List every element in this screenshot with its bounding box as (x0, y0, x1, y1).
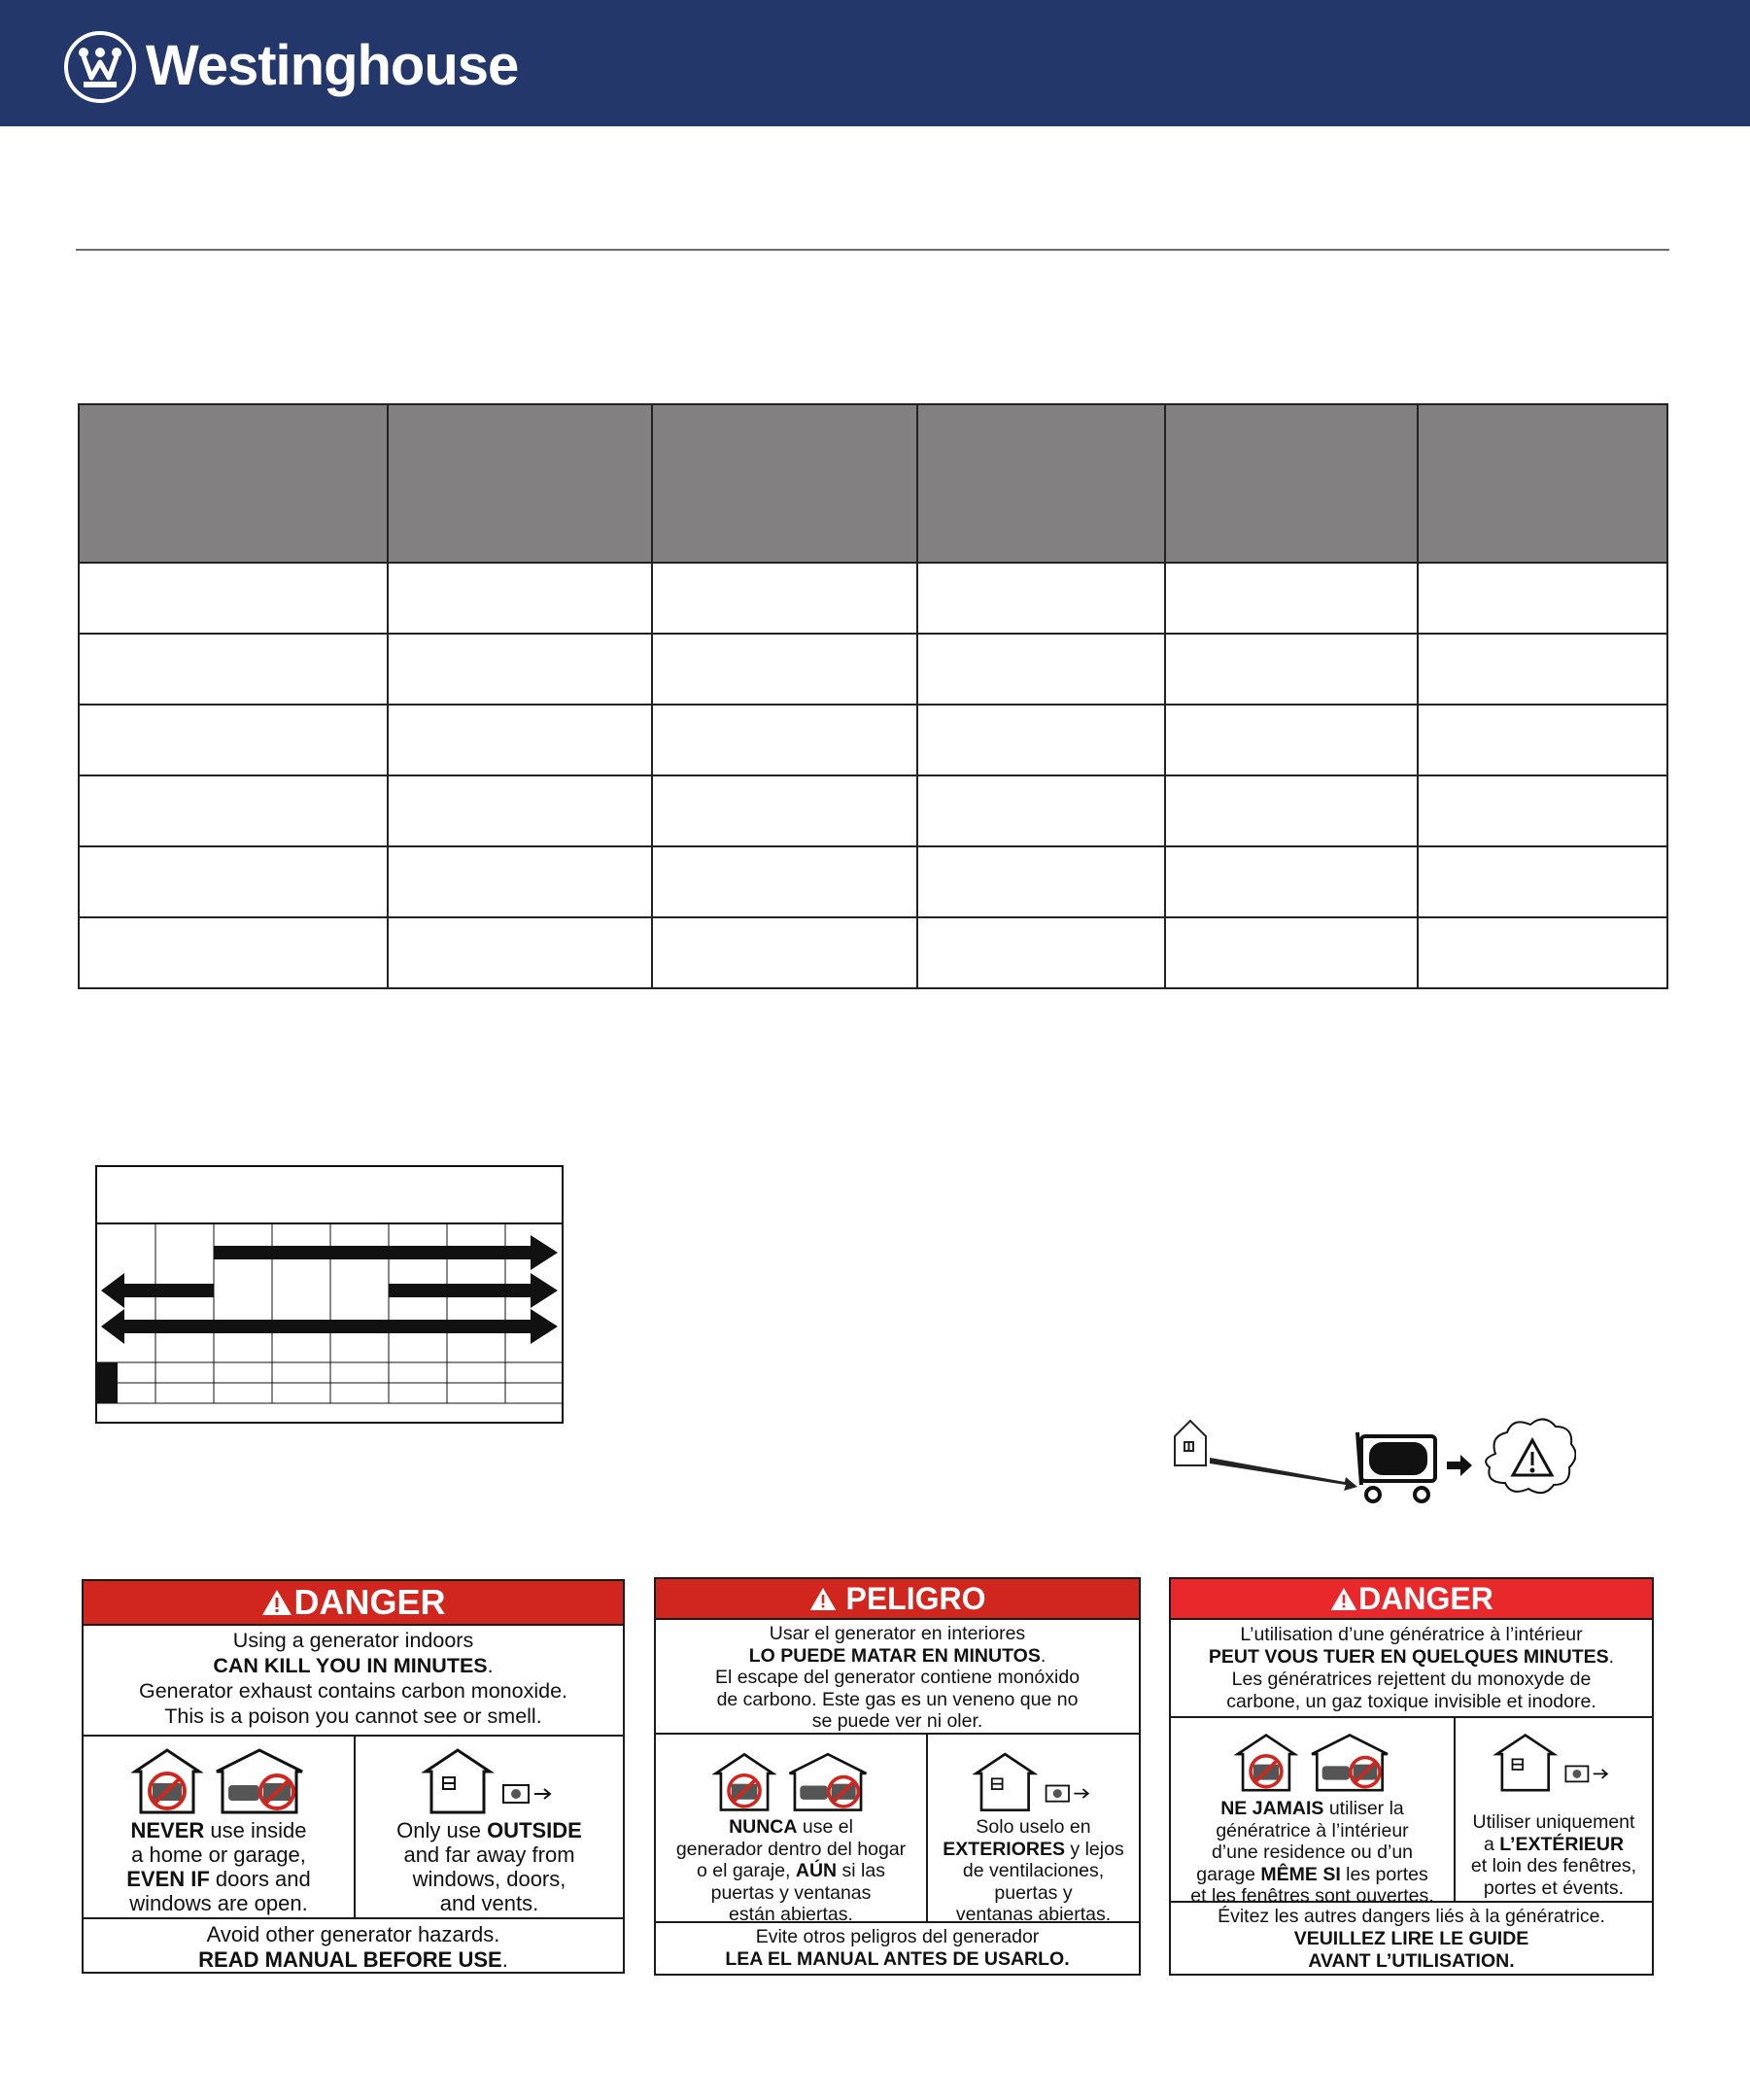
no-generator-in-house-icon (712, 1750, 776, 1812)
table-cell (652, 775, 917, 846)
table-cell (1165, 634, 1419, 705)
no-generator-in-house-icon (131, 1746, 203, 1814)
label-header (656, 1579, 1139, 1620)
brand-name: Westinghouse (146, 34, 519, 97)
label-pictogram-row (84, 1737, 623, 1919)
table-cell (388, 917, 653, 988)
table-cell (388, 563, 653, 634)
table-cell (917, 846, 1165, 917)
table-cell (917, 775, 1165, 846)
label-footer: Evite otros peligros del generador LEA EL MANUAL ANTES DE USARLO. (725, 1926, 1070, 1970)
table-row (79, 705, 1667, 775)
table-cell (652, 917, 917, 988)
label-only-outside: Utiliser uniquement a L’EXTÉRIEUR et loin des fenêtres, portes et évents. (1454, 1718, 1652, 1901)
label-never-inside: NE JAMAIS utiliser la génératrice à l’intérieur d’une residence ou d’un garage MÊME SI les portes et les fenêtres sont ouvertes. (1171, 1718, 1454, 1901)
table-header-cell (652, 404, 917, 563)
table-cell (917, 917, 1165, 988)
table-cell (79, 705, 388, 775)
table-cell (1418, 775, 1667, 846)
label-header (1171, 1579, 1652, 1620)
table-cell (79, 775, 388, 846)
table-cell (388, 634, 653, 705)
label-only-outside: Only use OUTSIDE and far away from windows, doors, and vents. (354, 1737, 623, 1917)
chart-axis-marker (96, 1362, 118, 1403)
table-cell (917, 634, 1165, 705)
table-cell (1165, 775, 1419, 846)
table-row (79, 563, 1667, 634)
label-header-text: DANGER (1358, 1580, 1493, 1616)
warning-triangle-icon (260, 1588, 293, 1617)
table-header-cell (917, 404, 1165, 563)
section-divider (76, 249, 1669, 251)
no-generator-in-garage-icon (1308, 1732, 1391, 1792)
table-cell (1165, 705, 1419, 775)
no-generator-in-house-icon (1234, 1732, 1298, 1792)
temperature-range-chart (95, 1165, 564, 1424)
label-pictogram-row (1171, 1718, 1652, 1907)
table-cell (79, 917, 388, 988)
label-footer: Évitez les autres dangers liés à la génératrice. VEUILLEZ LIRE LE GUIDE AVANT L’UTILISATION. (1218, 1906, 1605, 1972)
table-row (79, 846, 1667, 917)
table-header-row (79, 404, 1667, 563)
table-cell (1418, 563, 1667, 634)
danger-label-english (82, 1579, 625, 1974)
table-row (79, 775, 1667, 846)
table-cell (652, 846, 917, 917)
label-never-inside: NEVER use inside a home or garage, EVEN IF doors and windows are open. (84, 1737, 354, 1917)
table-cell (1418, 917, 1667, 988)
danger-label-spanish (654, 1577, 1141, 1976)
table-cell (388, 775, 653, 846)
table-cell (652, 705, 917, 775)
distance-arrow-icon (1210, 1458, 1357, 1491)
label-pictogram-row (656, 1735, 1139, 1923)
table-cell (79, 563, 388, 634)
outdoor-generator-icon (1493, 1732, 1615, 1792)
table-cell (1165, 563, 1419, 634)
label-header (84, 1581, 623, 1626)
table-cell (79, 634, 388, 705)
label-never-inside: NUNCA use el generador dentro del hogar o el garaje, AÚN si las puertas y ventanas están abiertas. (656, 1735, 926, 1921)
table-row (79, 917, 1667, 988)
table-cell (388, 705, 653, 775)
label-header-text: PELIGRO (845, 1580, 986, 1616)
warning-triangle-icon (808, 1586, 838, 1612)
warning-triangle-icon (1329, 1586, 1358, 1612)
label-only-outside: Solo uselo en EXTERIORES y lejos de ventilaciones, puertas y ventanas abiertas. (926, 1735, 1139, 1921)
no-generator-in-garage-icon (786, 1750, 870, 1812)
table-cell (917, 705, 1165, 775)
table-cell (388, 846, 653, 917)
danger-label-french (1169, 1577, 1654, 1976)
generator-placement-diagram (1173, 1407, 1576, 1512)
header-bar (0, 0, 1750, 126)
label-intro: L’utilisation d’une génératrice à l’intérieur PEUT VOUS TUER EN QUELQUES MINUTES. Les génératrices rejettent du monoxyde de carbone, un gaz toxique invisible et inodore. (1171, 1620, 1652, 1718)
westinghouse-logo-icon (62, 29, 138, 105)
table-cell (1418, 705, 1667, 775)
table-cell (1418, 634, 1667, 705)
table-cell (1418, 846, 1667, 917)
label-footer: Avoid other generator hazards. READ MANUAL BEFORE USE. (198, 1922, 508, 1972)
exhaust-cloud-icon (1486, 1419, 1575, 1493)
table-cell (1165, 917, 1419, 988)
label-intro: Usar el generator en interiores LO PUEDE MATAR EN MINUTOS. El escape del generator contiene monóxido de carbono. Este gas es un veneno que no se puede ver ni oler. (656, 1620, 1139, 1735)
table-cell (917, 563, 1165, 634)
table-cell (652, 563, 917, 634)
table-header-cell (1418, 404, 1667, 563)
label-intro: Using a generator indoors CAN KILL YOU IN MINUTES. Generator exhaust contains carbon monoxide. This is a poison you cannot see or smell. (84, 1626, 623, 1737)
spec-table (78, 403, 1668, 989)
outdoor-generator-icon (973, 1750, 1095, 1812)
label-header-text: DANGER (293, 1582, 446, 1622)
table-header-cell (1165, 404, 1419, 563)
arrow-right-icon (1447, 1455, 1472, 1476)
generator-icon (1357, 1432, 1435, 1501)
no-generator-in-garage-icon (213, 1746, 306, 1814)
table-row (79, 634, 1667, 705)
house-icon (1175, 1421, 1206, 1465)
table-cell (79, 846, 388, 917)
outdoor-generator-icon (422, 1746, 558, 1814)
table-cell (1165, 846, 1419, 917)
table-cell (652, 634, 917, 705)
table-header-cell (79, 404, 388, 563)
table-header-cell (388, 404, 653, 563)
